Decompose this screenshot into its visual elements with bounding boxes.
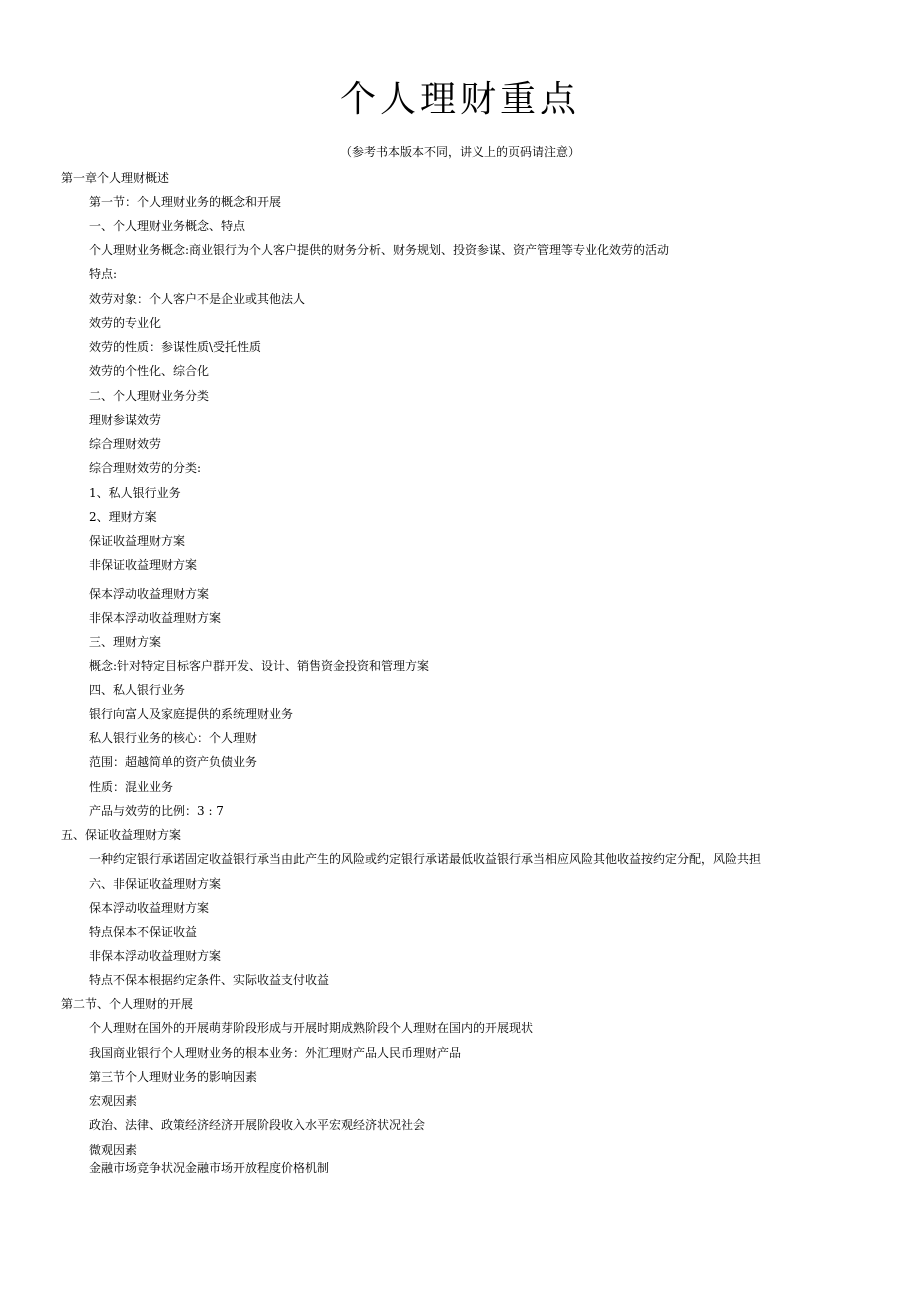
- text-line: 概念:针对特定目标客户群开发、设计、销售资金投资和管理方案: [89, 659, 430, 673]
- text-line: 性质：混业业务: [89, 780, 174, 794]
- text-line: 效劳的个性化、综合化: [89, 364, 210, 378]
- text-line: 一种约定银行承诺固定收益银行承当由此产生的风险或约定银行承诺最低收益银行承当相应风险其他收益按约定分配，风险共担: [89, 852, 762, 866]
- text-line: 保本浮动收益理财方案: [89, 587, 210, 601]
- text-line: 保本浮动收益理财方案: [89, 901, 210, 915]
- text-line: 个人理财在国外的开展萌芽阶段形成与开展时期成熟阶段个人理财在国内的开展现状: [89, 1021, 534, 1035]
- text-line: 第三节个人理财业务的影响因素: [89, 1070, 258, 1084]
- text-line: 理财参谋效劳: [89, 413, 162, 427]
- text-line: 非保本浮动收益理财方案: [89, 949, 222, 963]
- text-line: 六、非保证收益理财方案: [89, 877, 222, 891]
- text-line: 宏观因素: [89, 1094, 138, 1108]
- text-line: 四、私人银行业务: [89, 683, 186, 697]
- text-line: 第二节、个人理财的开展: [61, 997, 194, 1011]
- text-line: 效劳对象：个人客户不是企业或其他法人: [89, 292, 306, 306]
- text-line: 产品与效劳的比例：3 : 7: [89, 804, 224, 818]
- text-line: 我国商业银行个人理财业务的根本业务：外汇理财产品人民币理财产品: [89, 1046, 462, 1060]
- text-line: 特点不保本根据约定条件、实际收益支付收益: [89, 973, 330, 987]
- text-line: 第一节：个人理财业务的概念和开展: [89, 195, 282, 209]
- text-line: 特点:: [89, 267, 118, 281]
- text-line: 政治、法律、政策经济经济开展阶段收入水平宏观经济状况社会: [89, 1118, 426, 1132]
- text-line: 综合理财效劳: [89, 437, 162, 451]
- text-line: 2、理财方案: [89, 510, 157, 524]
- text-line: 效劳的专业化: [89, 316, 162, 330]
- text-line: 保证收益理财方案: [89, 534, 186, 548]
- document-subtitle: （参考书本版本不同，讲义上的页码请注意）: [339, 145, 580, 159]
- text-line: 非保本浮动收益理财方案: [89, 611, 222, 625]
- text-line: 金融市场竞争状况金融市场开放程度价格机制: [89, 1161, 330, 1175]
- text-line: 第一章个人理财概述: [61, 171, 170, 185]
- text-line: 微观因素: [89, 1143, 138, 1157]
- text-line: 五、保证收益理财方案: [61, 828, 182, 842]
- text-line: 1、私人银行业务: [89, 486, 181, 500]
- text-line: 银行向富人及家庭提供的系统理财业务: [89, 707, 294, 721]
- text-line: 范围：超越简单的资产负债业务: [89, 755, 258, 769]
- text-line: 三、理财方案: [89, 635, 162, 649]
- text-line: 个人理财业务概念:商业银行为个人客户提供的财务分析、财务规划、投资参谋、资产管理等专业化效劳的活动: [89, 243, 670, 257]
- text-line: 效劳的性质：参谋性质\受托性质: [89, 340, 262, 354]
- text-line: 私人银行业务的核心：个人理财: [89, 731, 258, 745]
- text-line: 一、个人理财业务概念、特点: [89, 219, 246, 233]
- text-line: 特点保本不保证收益: [89, 925, 198, 939]
- text-line: 综合理财效劳的分类:: [89, 461, 202, 475]
- text-line: 非保证收益理财方案: [89, 558, 198, 572]
- text-line: 二、个人理财业务分类: [89, 389, 210, 403]
- document-title: 个人理财重点: [339, 79, 580, 120]
